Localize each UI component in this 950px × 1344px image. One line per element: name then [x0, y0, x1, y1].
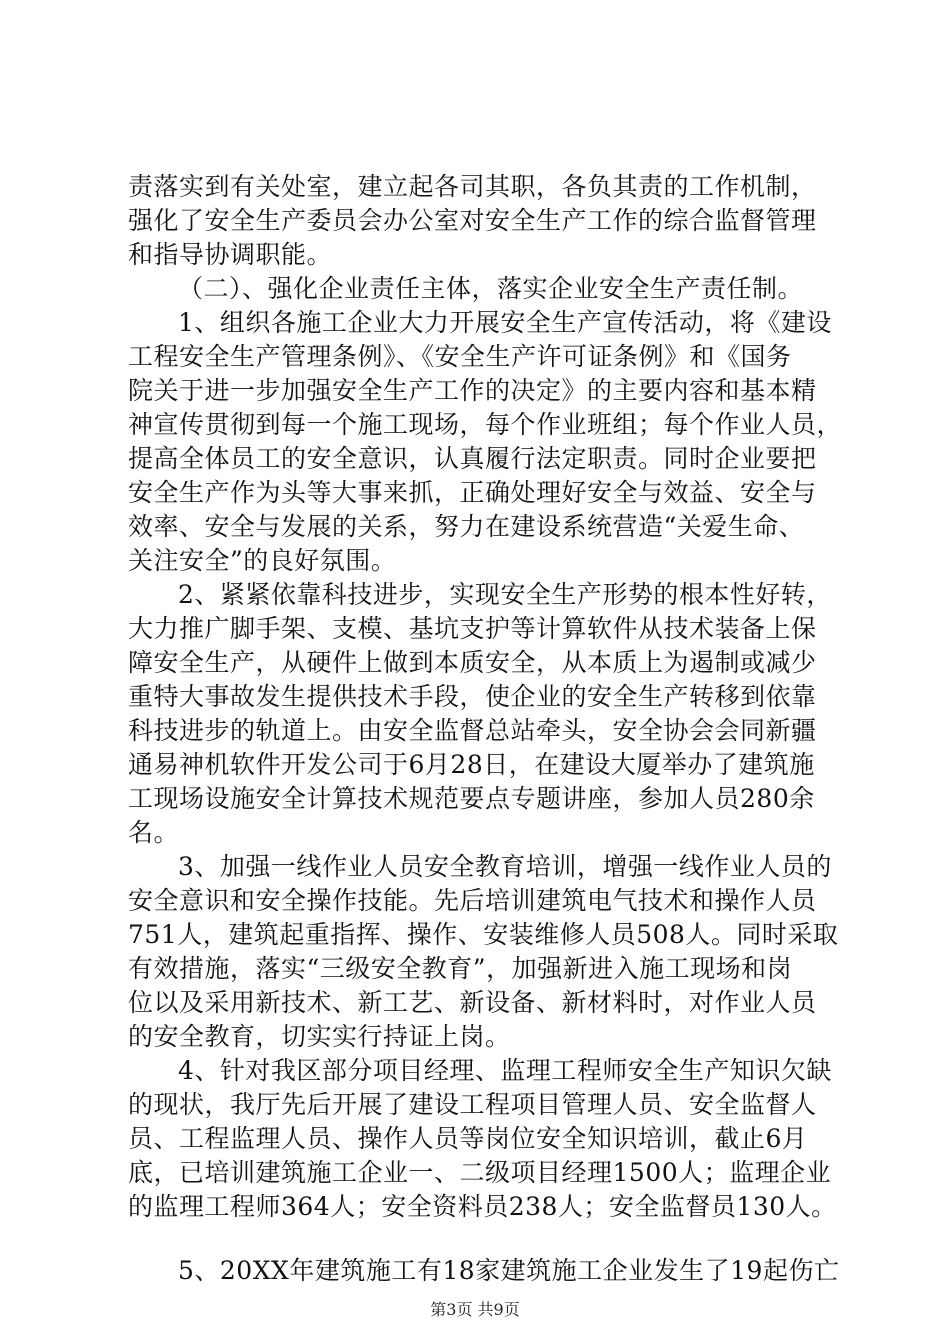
text-line: 安全意识和安全操作技能。先后培训建筑电气技术和操作人员 [128, 886, 817, 915]
text-line: 的安全教育，切实实行持证上岗。 [128, 1022, 511, 1051]
document-body [128, 170, 843, 1288]
text-line: 工现场设施安全计算技术规范要点专题讲座，参加人员280余 [128, 784, 815, 813]
text-line: 的监理工程师364人；安全资料员238人；安全监督员130人。 [128, 1192, 837, 1221]
paragraph-start: 2、紧紧依靠科技进步，实现安全生产形势的根本性好转， [178, 580, 832, 609]
text-line: 底，已培训建筑施工企业一、二级项目经理1500人；监理企业 [128, 1158, 832, 1187]
paragraph-start: 3、加强一线作业人员安全教育培训，增强一线作业人员的 [178, 852, 832, 881]
text-line: 科技进步的轨道上。由安全监督总站牵头，安全协会会同新疆 [128, 716, 817, 745]
paragraph-start: 1、组织各施工企业大力开展安全生产宣传活动，将《建设 [178, 308, 832, 337]
page-number-footer: 第3页 共9页 [430, 1300, 520, 1319]
text-line: 751人，建筑起重指挥、操作、安装维修人员508人。同时采取 [128, 920, 839, 949]
text-line: 强化了安全生产委员会办公室对安全生产工作的综合监督管理 [128, 206, 817, 235]
paragraph-start: 4、针对我区部分项目经理、监理工程师安全生产知识欠缺 [178, 1056, 832, 1085]
text-line: 通易神机软件开发公司于6月28日，在建设大厦举办了建筑施 [128, 750, 815, 779]
text-line: 的现状，我厅先后开展了建设工程项目管理人员、安全监督人 [128, 1090, 817, 1119]
text-line: 关注安全”的良好氛围。 [128, 546, 397, 575]
text-line: 效率、安全与发展的关系，努力在建设系统营造“关爱生命、 [128, 512, 805, 541]
text-line: 工程安全生产管理条例》、《安全生产许可证条例》和《国务 [128, 342, 792, 371]
text-line: 位以及采用新技术、新工艺、新设备、新材料时，对作业人员 [128, 988, 817, 1017]
text-line: 和指导协调职能。 [128, 240, 333, 269]
paragraph-start: 5、20XX年建筑施工有18家建筑施工企业发生了19起伤亡 [178, 1256, 840, 1285]
text-line: 提高全体员工的安全意识，认真履行法定职责。同时企业要把 [128, 444, 817, 473]
text-line: 名。 [128, 818, 180, 847]
text-line: 重特大事故发生提供技术手段，使企业的安全生产转移到依靠 [128, 682, 817, 711]
text-line: 神宣传贯彻到每一个施工现场，每个作业班组；每个作业人员， [128, 410, 843, 439]
text-line: 大力推广脚手架、支模、基坑支护等计算软件从技术装备上保 [128, 614, 817, 643]
text-line: 安全生产作为头等大事来抓，正确处理好安全与效益、安全与 [128, 478, 817, 507]
text-line: 员、工程监理人员、操作人员等岗位安全知识培训，截止6月 [128, 1124, 808, 1153]
text-line: 有效措施，落实“三级安全教育”，加强新进入施工现场和岗 [128, 954, 793, 983]
section-heading: （二）、强化企业责任主体，落实企业安全生产责任制。 [178, 274, 804, 303]
text-line: 责落实到有关处室，建立起各司其职，各负其责的工作机制， [128, 172, 817, 201]
text-line: 障安全生产，从硬件上做到本质安全，从本质上为遏制或减少 [128, 648, 817, 677]
text-line: 院关于进一步加强安全生产工作的决定》的主要内容和基本精 [128, 376, 817, 405]
